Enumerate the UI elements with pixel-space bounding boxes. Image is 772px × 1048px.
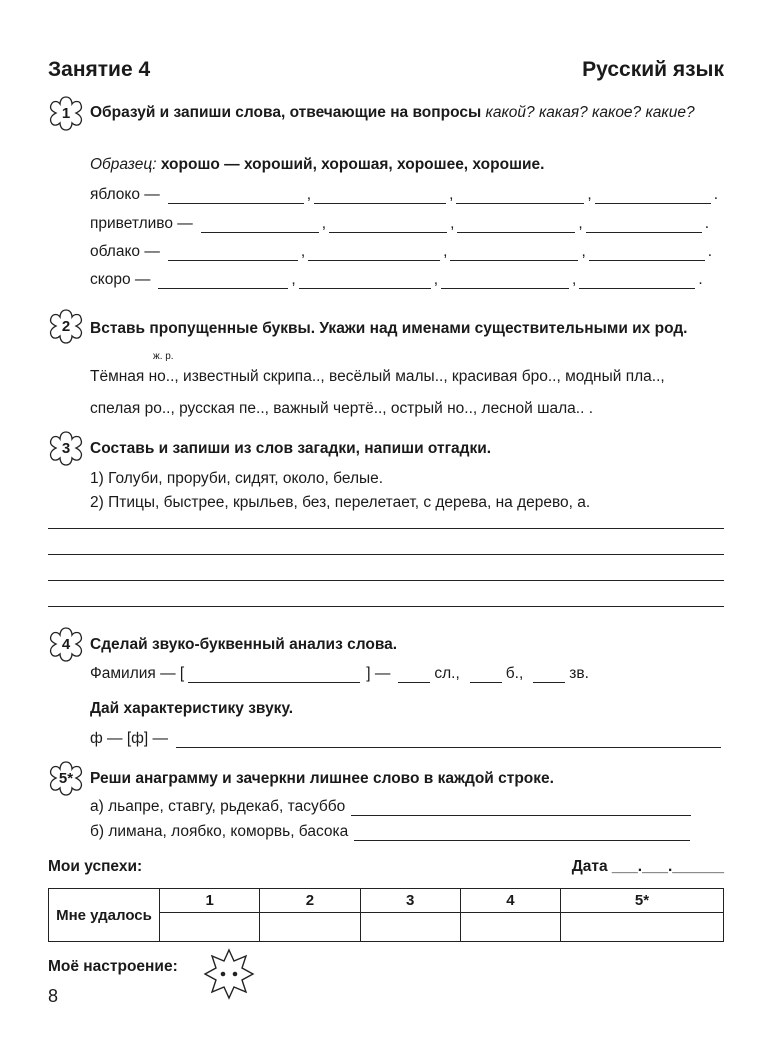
- task-2-line-2: спелая ро.., русская пе.., важный чертё.., острый но.., лесной шала.. .: [90, 400, 594, 417]
- task-4-title: Сделай звуко-буквенный анализ слова.: [90, 636, 398, 653]
- my-successes-label: Мои успехи:: [48, 858, 143, 875]
- task-1-row-1: яблоко — , , , .: [90, 186, 719, 203]
- result-cell[interactable]: [260, 913, 360, 942]
- task-1-row-2: приветливо — , , , .: [90, 215, 710, 232]
- answer-blank[interactable]: [354, 828, 690, 841]
- task-number: 2: [61, 317, 71, 335]
- answer-blank[interactable]: [579, 276, 695, 289]
- result-cell[interactable]: [360, 913, 460, 942]
- row-word: облако —: [90, 243, 160, 260]
- task-3-item-2: 2) Птицы, быстрее, крыльев, без, перелетает, с дерева, на дерево, а.: [90, 494, 591, 511]
- task-number: 5*: [58, 769, 74, 787]
- example-label: Образец:: [90, 156, 157, 173]
- answer-blank[interactable]: [158, 276, 288, 289]
- writing-line[interactable]: [48, 580, 724, 581]
- task-3-title: Составь и запиши из слов загадки, напиши отгадки.: [90, 440, 492, 457]
- answer-blank[interactable]: [168, 191, 304, 204]
- letters-blank[interactable]: [470, 670, 502, 683]
- answer-blank[interactable]: [351, 803, 691, 816]
- sound-label: ф — [ф] —: [90, 730, 169, 747]
- table-row-label: Мне удалось: [49, 889, 160, 942]
- task-4-subtitle: Дай характеристику звуку.: [90, 700, 294, 717]
- writing-line[interactable]: [48, 528, 724, 529]
- gender-hint: ж. р.: [153, 351, 174, 362]
- mood-star-icon[interactable]: [203, 948, 255, 1000]
- result-cell[interactable]: [561, 913, 724, 942]
- answer-blank[interactable]: [441, 276, 569, 289]
- task-5-line-a: [90, 798, 694, 816]
- task-1-title: Образуй и запиши слова, отвечающие на вопросы: [90, 104, 482, 121]
- row-word: приветливо —: [90, 215, 193, 232]
- sounds-label: зв.: [569, 665, 589, 682]
- task-number: 4: [61, 635, 71, 653]
- task-2-line-1: Тёмная но.., известный скрипа.., весёлый малы.., красивая бро.., модный пла..,: [90, 368, 665, 385]
- task-number: 3: [61, 439, 71, 457]
- transcription-blank[interactable]: [188, 670, 360, 683]
- task-2-badge: [46, 306, 86, 346]
- task-3-badge: [46, 428, 86, 468]
- task-3-item-1: 1) Голуби, проруби, сидят, около, белые.: [90, 470, 384, 487]
- task-4-analysis-row: [90, 665, 589, 683]
- lesson-title: Занятие 4: [48, 58, 151, 81]
- task-5-badge: [46, 758, 86, 798]
- result-cell[interactable]: [160, 913, 260, 942]
- task-2-title: Вставь пропущенные буквы. Укажи над именами существительными их род.: [90, 320, 688, 337]
- task-1-questions: какой? какая? какое? какие?: [485, 104, 695, 121]
- sounds-blank[interactable]: [533, 670, 565, 683]
- task-4-badge: [46, 624, 86, 664]
- column-header: 4: [460, 889, 560, 913]
- writing-line[interactable]: [48, 554, 724, 555]
- results-table: [48, 888, 724, 942]
- mood-label: Моё настроение:: [48, 958, 178, 975]
- task-1-row-3: облако — , , , .: [90, 243, 713, 260]
- row-word: яблоко —: [90, 186, 160, 203]
- bracket-close: ] —: [366, 665, 391, 682]
- answer-blank[interactable]: [299, 276, 431, 289]
- task-1-instruction: [90, 104, 695, 122]
- anagram-b: б) лимана, лоябко, коморвь, басока: [90, 823, 349, 840]
- task-5-title: Реши анаграмму и зачеркни лишнее слово в каждой строке.: [90, 770, 554, 787]
- answer-blank[interactable]: [329, 220, 447, 233]
- task-1-badge: [46, 93, 86, 133]
- subject-title: Русский язык: [582, 58, 724, 81]
- answer-blank[interactable]: [450, 248, 578, 261]
- task-number: 1: [61, 104, 71, 122]
- column-header: 1: [160, 889, 260, 913]
- row-word: скоро —: [90, 271, 151, 288]
- answer-blank[interactable]: [586, 220, 702, 233]
- sound-characteristic-row: [90, 730, 724, 748]
- answer-blank[interactable]: [457, 220, 575, 233]
- letters-label: б.,: [505, 665, 524, 682]
- anagram-a: а) льапре, ставгу, рьдекаб, тасуббо: [90, 798, 346, 815]
- syllables-blank[interactable]: [398, 670, 430, 683]
- task-1-example: [90, 156, 544, 174]
- answer-blank[interactable]: [595, 191, 711, 204]
- column-header: 5*: [561, 889, 724, 913]
- date-field[interactable]: Дата ___.___.______: [571, 858, 724, 875]
- answer-blank[interactable]: [456, 191, 584, 204]
- result-cell[interactable]: [460, 913, 560, 942]
- task-1-row-4: скоро — , , , .: [90, 271, 703, 288]
- answer-blank[interactable]: [314, 191, 446, 204]
- analysis-word: Фамилия — [: [90, 665, 185, 682]
- column-header: 3: [360, 889, 460, 913]
- task-5-line-b: [90, 823, 693, 841]
- answer-blank[interactable]: [168, 248, 298, 261]
- example-text: хорошо — хороший, хорошая, хорошее, хорошие.: [160, 156, 545, 173]
- answer-blank[interactable]: [308, 248, 440, 261]
- writing-line[interactable]: [48, 606, 724, 607]
- answer-blank[interactable]: [201, 220, 319, 233]
- column-header: 2: [260, 889, 360, 913]
- syllables-label: сл.,: [434, 665, 460, 682]
- answer-blank[interactable]: [589, 248, 705, 261]
- characteristic-blank[interactable]: [176, 735, 721, 748]
- page-number: 8: [48, 986, 59, 1006]
